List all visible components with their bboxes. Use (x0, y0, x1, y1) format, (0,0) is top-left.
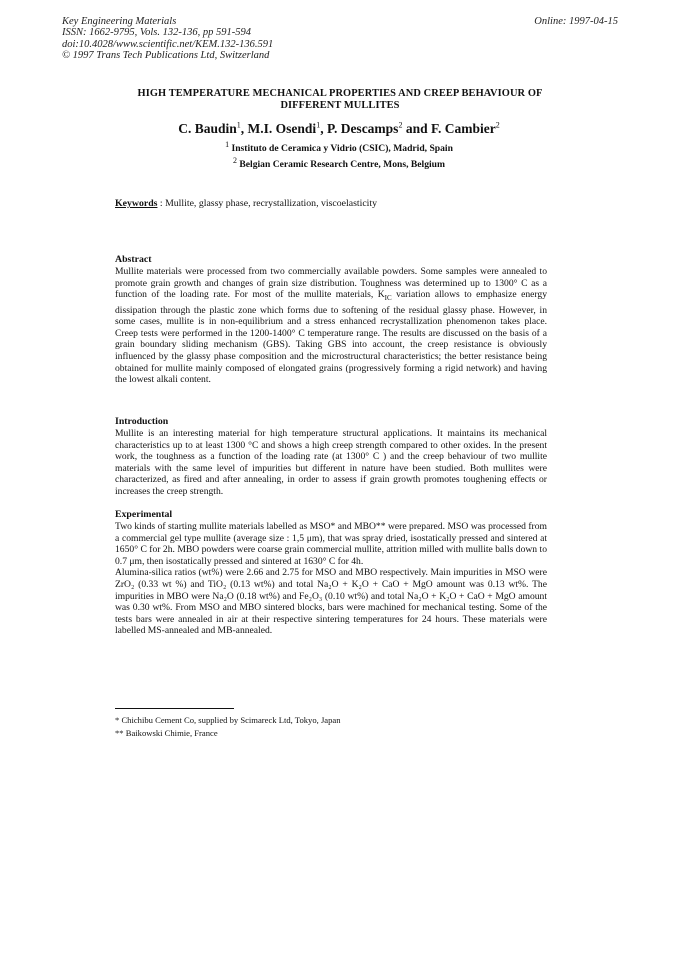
affiliation-1: $^1$ Instituto de Ceramica y Vidrio (CSIC), Madrid, Spain (225, 139, 453, 154)
footnote: ** Baikowski Chimie, France (115, 728, 218, 738)
experimental-paragraph: Alumina-silica ratios (wt%) were 2.66 and 2.75 for MSO and MBO respectively. Main impurities in MSO were ZrO₂ (0.33 wt %) and TiO₂ (0.13 wt%) and total Na₂O + K₂O + CaO + MgO amount was 0.13 wt%. The impurities in MBO were Na₂O (0.18 wt%) and Fe₂O₃ (0.10 wt%) and total Na₂O + K₂O + CaO + MgO amount was 0.30 wt%. From MSO and MBO sintered blocks, bars were machined for mechanical testing. Some of the tests bars were annealed in air at their respective sintering temperatures for 24 hours. These materials were labelled MS-annealed and MB-annealed. (115, 567, 547, 637)
journal-header (62, 16, 618, 62)
experimental-heading: Experimental (115, 509, 173, 520)
experimental-paragraph: Two kinds of starting mullite materials labelled as MSO* and MBO** were prepared. MSO was processed from a commercial gel type mullite (average size : 1,5 μm), that was spray dried, isostatically pressed and sintered at 1650° C for 2h. MBO powders were coarse grain commercial mullite, attrition milled with mullite balls down to 0.7 μm, then isostatically pressed and sintered at 1630° C for 4h. (115, 521, 547, 567)
affiliation-2: $^2$ Belgian Ceramic Research Centre, Mons, Belgium (232, 155, 445, 170)
author: F. Cambier$^2$ (430, 120, 500, 136)
author-list (0, 121, 678, 137)
introduction-section (115, 416, 547, 498)
introduction-body: Mullite is an interesting material for high temperature structural applications. It maintains its mechanical characteristics up to at least 1300 °C and shows a high creep strength compared to other oxides. In the present work, the toughness as a function of the loading rate (at 1300° C ) and the creep behaviour of two mullite materials with the same level of impurities but different in nature have been studied. Both mullites were characterized, as fired and after annealing, in order to assess if grain growth promotes toughening effects or increases the creep strength. (115, 428, 547, 497)
title-line-2: DIFFERENT MULLITES (280, 100, 400, 111)
author: P. Descamps$^2$ and (326, 120, 431, 136)
author: M.I. Osendi$^1$, (247, 120, 327, 136)
abstract-section (115, 254, 547, 386)
author: C. Baudin$^1$, (178, 120, 248, 136)
keywords (115, 198, 377, 209)
keywords-text: : Mullite, glassy phase, recrystallization, viscoelasticity (157, 198, 378, 209)
experimental-section (115, 509, 547, 637)
introduction-heading: Introduction (115, 416, 169, 427)
keywords-label: Keywords (115, 198, 158, 209)
journal-copyright: © 1997 Trans Tech Publications Ltd, Switzerland (62, 50, 270, 62)
abstract-body: Mullite materials were processed from two commercially available powders. Some samples were annealed to promote grain growth and changes of grain size distribution. Toughness was determined up to 1300° C as a function of the loading rate. For most of the mullite materials, $K_{IC}$ variation allows to emphasize energy dissipation through the plastic zone which forms due to softening of the residual glassy phase. However, in some cases, mullite is in non-equilibrium and a stress enhanced recrystallization phenomenon takes place. Creep tests were performed in the 1200-1400° C temperature range. The results are discussed on the basis of a grain boundary sliding mechanism (GBS). Taking GBS into account, the creep resistance is obviously influenced by the glassy phase composition and the microstructural characteristics; the better resistance being obtained for mullite mainly composed of elongated grains (progressively forming a rigid network) and having the lowest alkali content. (115, 266, 547, 386)
journal-issn: ISSN: 1662-9795, Vols. 132-136, pp 591-594 (62, 27, 251, 39)
journal-name: Key Engineering Materials (62, 16, 177, 27)
journal-doi[interactable]: doi:10.4028/www.scientific.net/KEM.132-136.591 (62, 38, 274, 50)
abstract-heading: Abstract (115, 254, 152, 265)
title-line-1: HIGH TEMPERATURE MECHANICAL PROPERTIES AND CREEP BEHAVIOUR OF (137, 88, 543, 99)
footnote: * Chichibu Cement Co, supplied by Scimareck Ltd, Tokyo, Japan (115, 715, 341, 725)
online-date: Online: 1997-04-15 (534, 16, 618, 27)
footnote-divider (115, 708, 234, 709)
paper-title (90, 88, 590, 112)
